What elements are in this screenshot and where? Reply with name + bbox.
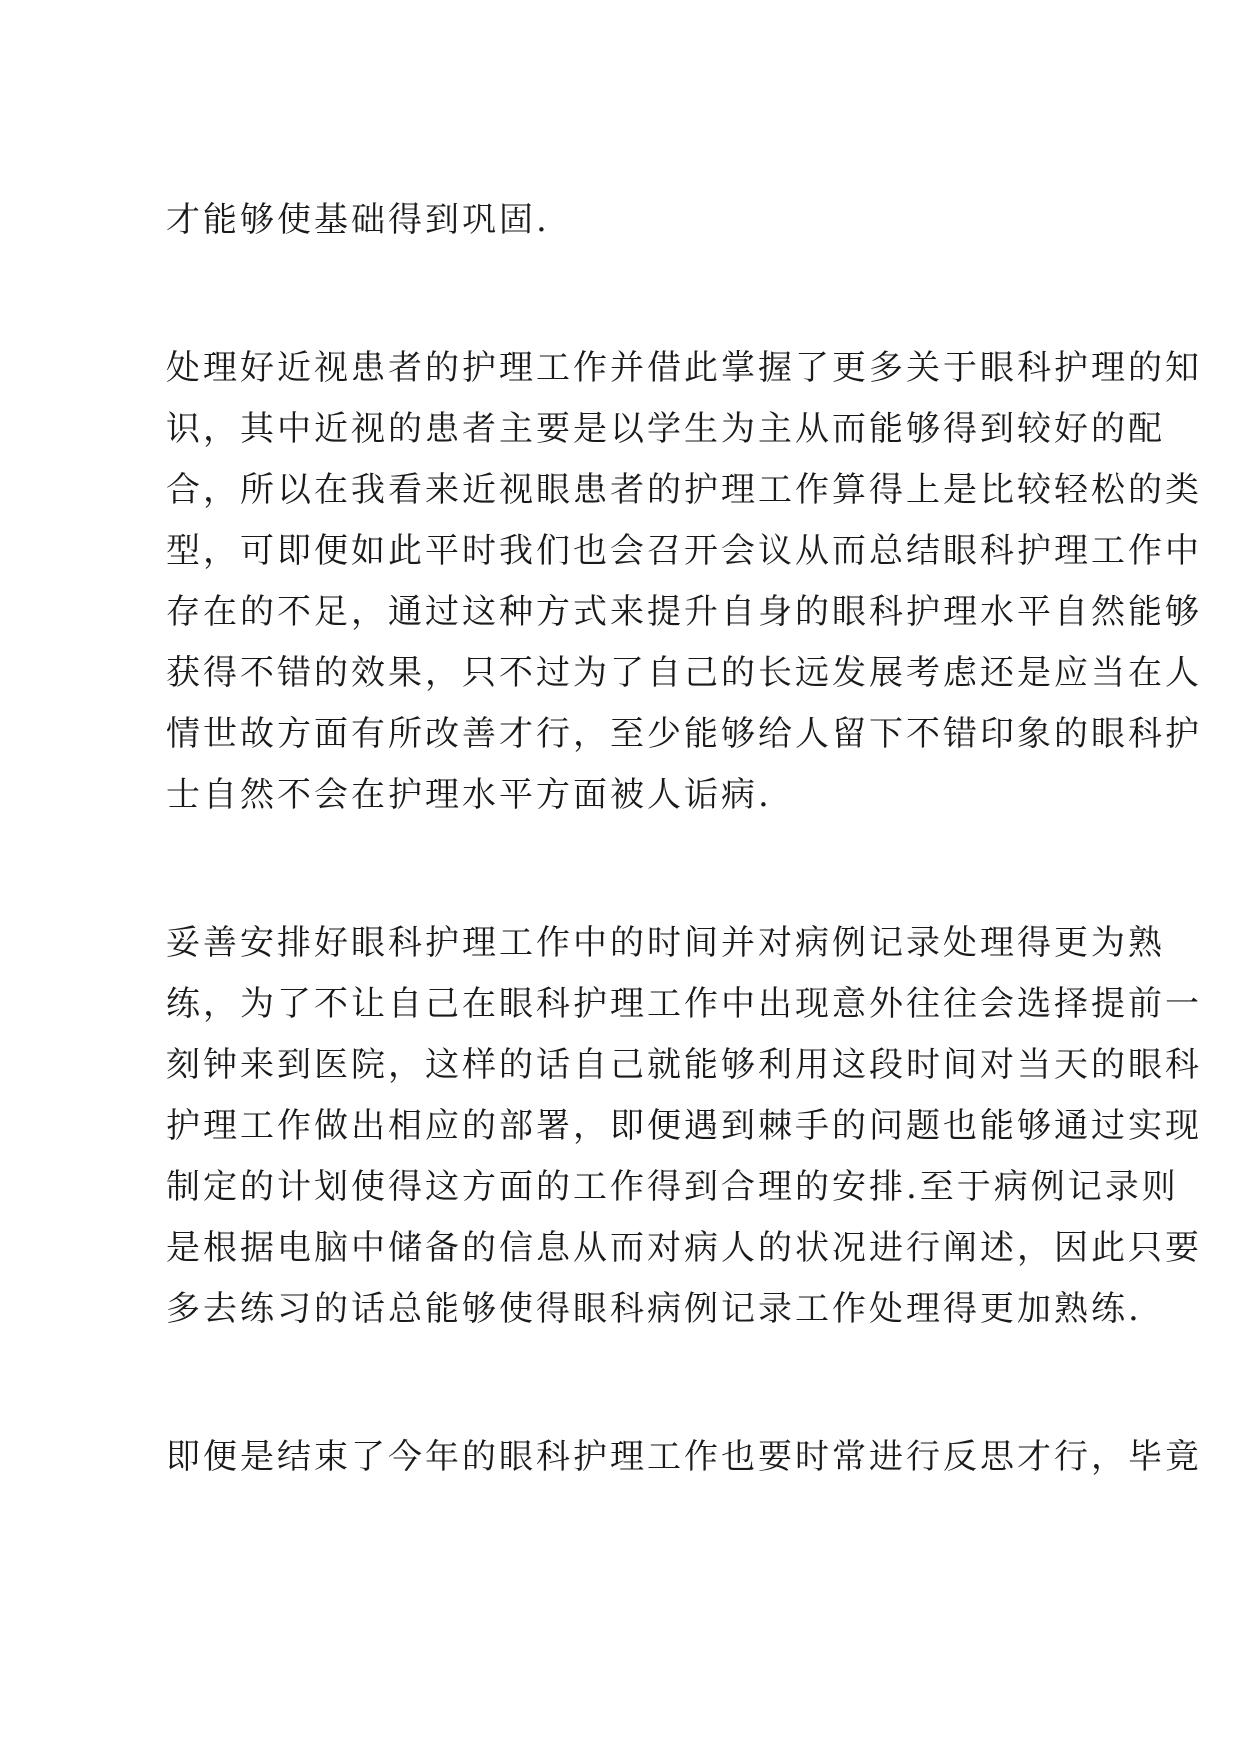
paragraph-3-line-5: 制定的计划使得这方面的工作得到合理的安排.至于病例记录则 bbox=[166, 1167, 1179, 1207]
paragraph-2-line-6: 获得不错的效果，只不过为了自己的长远发展考虑还是应当在人 bbox=[166, 653, 1202, 693]
paragraph-3-line-6: 是根据电脑中储备的信息从而对病人的状况进行阐述，因此只要 bbox=[166, 1228, 1202, 1268]
paragraph-2-line-1: 处理好近视患者的护理工作并借此掌握了更多关于眼科护理的知 bbox=[166, 348, 1202, 388]
paragraph-4-line-1: 即便是结束了今年的眼科护理工作也要时常进行反思才行，毕竟 bbox=[166, 1437, 1202, 1477]
paragraph-3-line-3: 刻钟来到医院，这样的话自己就能够利用这段时间对当天的眼科 bbox=[166, 1045, 1202, 1085]
paragraph-3-line-4: 护理工作做出相应的部署，即便遇到棘手的问题也能够通过实现 bbox=[166, 1106, 1202, 1146]
paragraph-3-line-2: 练，为了不让自己在眼科护理工作中出现意外往往会选择提前一 bbox=[166, 984, 1202, 1024]
paragraph-2-line-2: 识，其中近视的患者主要是以学生为主从而能够得到较好的配 bbox=[166, 409, 1165, 449]
paragraph-3-line-1: 妥善安排好眼科护理工作中的时间并对病例记录处理得更为熟 bbox=[166, 923, 1165, 963]
paragraph-2-line-8: 士自然不会在护理水平方面被人诟病. bbox=[166, 775, 772, 815]
paragraph-2-line-4: 型，可即便如此平时我们也会召开会议从而总结眼科护理工作中 bbox=[166, 531, 1202, 571]
paragraph-3-line-7: 多去练习的话总能够使得眼科病例记录工作处理得更加熟练. bbox=[166, 1289, 1142, 1329]
paragraph-2-line-5: 存在的不足，通过这种方式来提升自身的眼科护理水平自然能够 bbox=[166, 592, 1202, 632]
paragraph-1-line-1: 才能够使基础得到巩固. bbox=[166, 200, 550, 240]
paragraph-2-line-3: 合，所以在我看来近视眼患者的护理工作算得上是比较轻松的类 bbox=[166, 470, 1202, 510]
paragraph-2-line-7: 情世故方面有所改善才行，至少能够给人留下不错印象的眼科护 bbox=[166, 714, 1202, 754]
